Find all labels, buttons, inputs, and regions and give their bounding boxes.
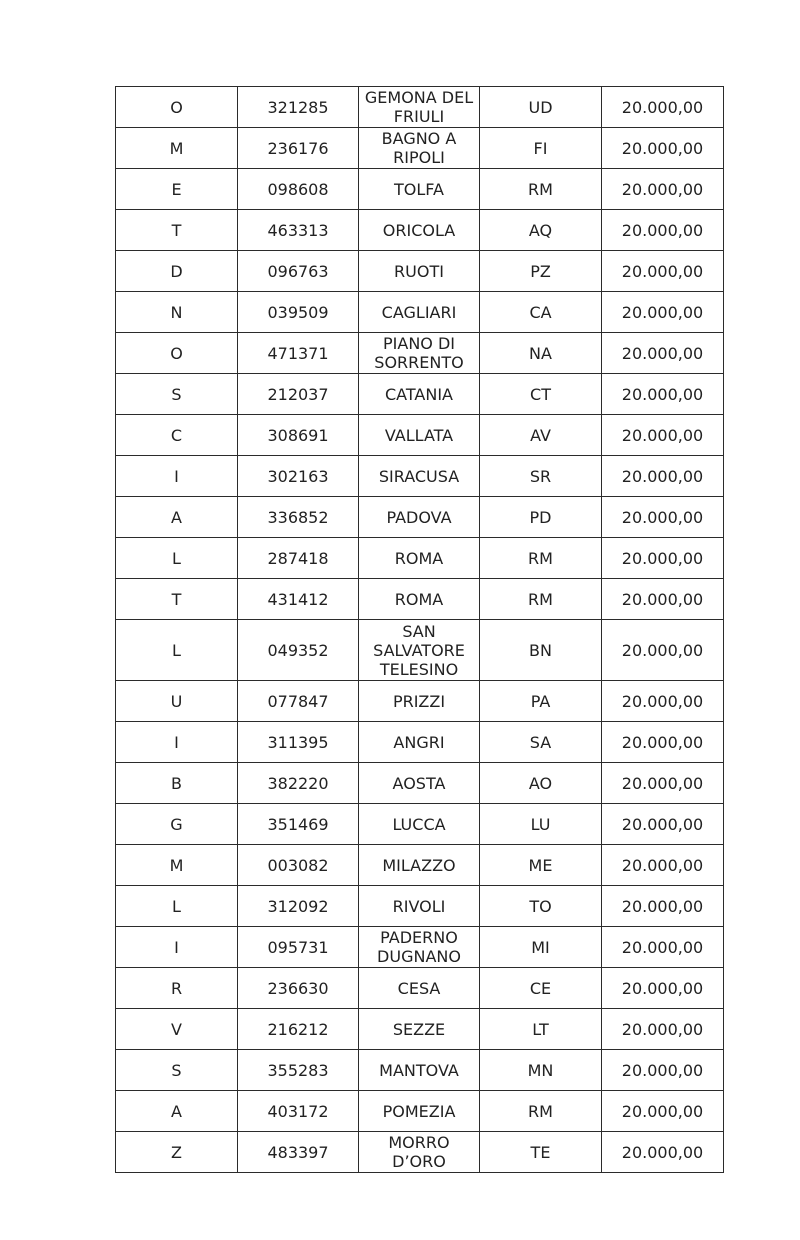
table-row [116, 927, 724, 968]
cell-amount: 20.000,00 [602, 456, 724, 497]
cell-city: SAN SALVATORE TELESINO [359, 620, 480, 681]
table-row [116, 87, 724, 128]
cell-province: TO [480, 886, 602, 927]
cell-code: A [116, 497, 238, 538]
cell-amount: 20.000,00 [602, 333, 724, 374]
cell-number: 049352 [238, 620, 359, 681]
cell-province: SA [480, 722, 602, 763]
cell-province: PZ [480, 251, 602, 292]
cell-city: TOLFA [359, 169, 480, 210]
cell-amount: 20.000,00 [602, 292, 724, 333]
cell-province: CT [480, 374, 602, 415]
cell-amount: 20.000,00 [602, 128, 724, 169]
cell-code: I [116, 722, 238, 763]
cell-province: LT [480, 1009, 602, 1050]
cell-number: 483397 [238, 1132, 359, 1173]
cell-province: AO [480, 763, 602, 804]
table-row [116, 210, 724, 251]
cell-number: 077847 [238, 681, 359, 722]
cell-code: M [116, 128, 238, 169]
table-row [116, 497, 724, 538]
cell-city: MILAZZO [359, 845, 480, 886]
cell-code: V [116, 1009, 238, 1050]
cell-number: 003082 [238, 845, 359, 886]
cell-code: I [116, 456, 238, 497]
cell-number: 039509 [238, 292, 359, 333]
cell-city: CAGLIARI [359, 292, 480, 333]
cell-code: D [116, 251, 238, 292]
cell-province: TE [480, 1132, 602, 1173]
cell-number: 096763 [238, 251, 359, 292]
cell-number: 355283 [238, 1050, 359, 1091]
cell-number: 302163 [238, 456, 359, 497]
cell-amount: 20.000,00 [602, 415, 724, 456]
table-body [116, 87, 724, 1173]
cell-code: L [116, 886, 238, 927]
table-row [116, 1091, 724, 1132]
cell-amount: 20.000,00 [602, 1050, 724, 1091]
document-page [115, 86, 723, 1173]
table-row [116, 886, 724, 927]
cell-code: O [116, 333, 238, 374]
cell-code: A [116, 1091, 238, 1132]
cell-amount: 20.000,00 [602, 251, 724, 292]
cell-city: POMEZIA [359, 1091, 480, 1132]
table-row [116, 681, 724, 722]
cell-number: 212037 [238, 374, 359, 415]
cell-number: 471371 [238, 333, 359, 374]
cell-amount: 20.000,00 [602, 722, 724, 763]
cell-province: RM [480, 169, 602, 210]
table-row [116, 538, 724, 579]
table-row [116, 804, 724, 845]
cell-code: S [116, 1050, 238, 1091]
cell-code: G [116, 804, 238, 845]
cell-amount: 20.000,00 [602, 681, 724, 722]
cell-amount: 20.000,00 [602, 374, 724, 415]
cell-city: SIRACUSA [359, 456, 480, 497]
cell-province: AQ [480, 210, 602, 251]
cell-amount: 20.000,00 [602, 1132, 724, 1173]
cell-city: MORRO D’ORO [359, 1132, 480, 1173]
cell-amount: 20.000,00 [602, 210, 724, 251]
cell-code: B [116, 763, 238, 804]
cell-number: 236630 [238, 968, 359, 1009]
cell-city: ROMA [359, 579, 480, 620]
cell-code: R [116, 968, 238, 1009]
cell-number: 098608 [238, 169, 359, 210]
cell-amount: 20.000,00 [602, 579, 724, 620]
cell-code: O [116, 87, 238, 128]
cell-city: RIVOLI [359, 886, 480, 927]
cell-province: RM [480, 1091, 602, 1132]
cell-code: S [116, 374, 238, 415]
cell-province: MN [480, 1050, 602, 1091]
cell-number: 463313 [238, 210, 359, 251]
cell-province: MI [480, 927, 602, 968]
cell-amount: 20.000,00 [602, 927, 724, 968]
cell-city: MANTOVA [359, 1050, 480, 1091]
cell-number: 236176 [238, 128, 359, 169]
cell-city: VALLATA [359, 415, 480, 456]
cell-number: 403172 [238, 1091, 359, 1132]
table-row [116, 763, 724, 804]
cell-city: CATANIA [359, 374, 480, 415]
cell-amount: 20.000,00 [602, 620, 724, 681]
table-row [116, 620, 724, 681]
cell-amount: 20.000,00 [602, 497, 724, 538]
data-table [115, 86, 724, 1173]
cell-number: 312092 [238, 886, 359, 927]
cell-city: PADERNO DUGNANO [359, 927, 480, 968]
cell-code: E [116, 169, 238, 210]
cell-code: M [116, 845, 238, 886]
cell-province: NA [480, 333, 602, 374]
cell-code: C [116, 415, 238, 456]
table-row [116, 128, 724, 169]
table-row [116, 333, 724, 374]
cell-amount: 20.000,00 [602, 763, 724, 804]
cell-city: LUCCA [359, 804, 480, 845]
cell-code: Z [116, 1132, 238, 1173]
cell-number: 308691 [238, 415, 359, 456]
cell-number: 336852 [238, 497, 359, 538]
table-row [116, 374, 724, 415]
table-row [116, 1132, 724, 1173]
table-row [116, 968, 724, 1009]
cell-province: RM [480, 538, 602, 579]
table-row [116, 1050, 724, 1091]
table-row [116, 169, 724, 210]
cell-province: ME [480, 845, 602, 886]
table-row [116, 579, 724, 620]
cell-province: AV [480, 415, 602, 456]
cell-number: 311395 [238, 722, 359, 763]
cell-province: PA [480, 681, 602, 722]
cell-amount: 20.000,00 [602, 968, 724, 1009]
cell-city: ROMA [359, 538, 480, 579]
cell-amount: 20.000,00 [602, 538, 724, 579]
table-row [116, 456, 724, 497]
table-row [116, 1009, 724, 1050]
cell-province: UD [480, 87, 602, 128]
cell-province: RM [480, 579, 602, 620]
cell-code: U [116, 681, 238, 722]
cell-amount: 20.000,00 [602, 886, 724, 927]
cell-city: PRIZZI [359, 681, 480, 722]
table-row [116, 292, 724, 333]
table-row [116, 415, 724, 456]
cell-city: CESA [359, 968, 480, 1009]
cell-code: L [116, 538, 238, 579]
cell-number: 095731 [238, 927, 359, 968]
cell-amount: 20.000,00 [602, 169, 724, 210]
table-row [116, 722, 724, 763]
cell-city: SEZZE [359, 1009, 480, 1050]
cell-province: CA [480, 292, 602, 333]
cell-amount: 20.000,00 [602, 1009, 724, 1050]
cell-province: LU [480, 804, 602, 845]
cell-code: I [116, 927, 238, 968]
cell-amount: 20.000,00 [602, 87, 724, 128]
cell-city: AOSTA [359, 763, 480, 804]
cell-city: GEMONA DEL FRIULI [359, 87, 480, 128]
cell-city: RUOTI [359, 251, 480, 292]
cell-province: SR [480, 456, 602, 497]
cell-city: ANGRI [359, 722, 480, 763]
cell-code: L [116, 620, 238, 681]
cell-amount: 20.000,00 [602, 845, 724, 886]
cell-number: 216212 [238, 1009, 359, 1050]
cell-province: PD [480, 497, 602, 538]
cell-code: T [116, 210, 238, 251]
table-row [116, 845, 724, 886]
cell-number: 321285 [238, 87, 359, 128]
cell-amount: 20.000,00 [602, 804, 724, 845]
cell-province: BN [480, 620, 602, 681]
cell-city: PIANO DI SORRENTO [359, 333, 480, 374]
cell-city: ORICOLA [359, 210, 480, 251]
cell-number: 287418 [238, 538, 359, 579]
cell-province: FI [480, 128, 602, 169]
table-row [116, 251, 724, 292]
cell-number: 382220 [238, 763, 359, 804]
cell-code: T [116, 579, 238, 620]
cell-city: PADOVA [359, 497, 480, 538]
cell-code: N [116, 292, 238, 333]
cell-province: CE [480, 968, 602, 1009]
cell-city: BAGNO A RIPOLI [359, 128, 480, 169]
cell-number: 351469 [238, 804, 359, 845]
cell-number: 431412 [238, 579, 359, 620]
cell-amount: 20.000,00 [602, 1091, 724, 1132]
